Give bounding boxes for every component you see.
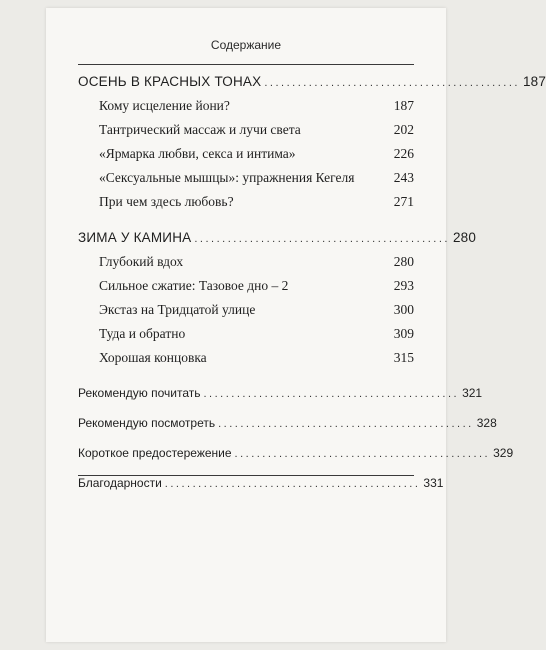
toc-page-number: 226: [393, 146, 414, 161]
toc-page-number: 293: [393, 278, 414, 293]
toc-page-number: 328: [476, 416, 497, 430]
dot-leader: ..............................................: [164, 478, 421, 490]
toc-entry: [78, 166, 414, 190]
top-rule: [78, 64, 414, 65]
toc-page-number: 280: [452, 230, 477, 245]
toc-page-number: 243: [393, 170, 414, 185]
toc-entry-title: Короткое предостережение: [78, 446, 232, 460]
toc-page-number: 271: [393, 194, 414, 209]
toc-entry-title: Сильное сжатие: Тазовое дно – 2: [99, 278, 289, 293]
dot-leader: ..............................................: [203, 388, 460, 400]
toc-entry-title: Благодарности: [78, 476, 162, 490]
toc-part-autumn: [78, 70, 546, 94]
bottom-rule: [78, 475, 414, 476]
toc-entry: [78, 250, 414, 274]
toc-page-number: 309: [393, 326, 414, 341]
toc-entry: [78, 322, 414, 346]
toc-back-matter-entry: [78, 411, 497, 435]
book-page: [46, 8, 546, 642]
running-head: Содержание: [210, 38, 282, 52]
toc-entry: [78, 346, 414, 370]
toc-entry: [78, 94, 414, 118]
toc-entry-title: Кому исцеление йони?: [99, 98, 230, 113]
toc-entry-title: Тантрический массаж и лучи света: [99, 122, 301, 137]
table-of-contents: [78, 70, 546, 495]
toc-entry-title: Рекомендую почитать: [78, 386, 201, 400]
toc-page-number: 315: [393, 350, 414, 365]
toc-entry-title: «Ярмарка любви, секса и интима»: [99, 146, 296, 161]
toc-part-title: ОСЕНЬ В КРАСНЫХ ТОНАХ: [78, 74, 262, 89]
toc-part-title: ЗИМА У КАМИНА: [78, 230, 192, 245]
toc-entry-title: Хорошая концовка: [99, 350, 207, 365]
toc-entry-title: «Сексуальные мышцы»: упражнения Кегеля: [99, 170, 355, 185]
toc-page-number: 187: [393, 98, 414, 113]
toc-back-matter-entry: [78, 381, 483, 405]
toc-part-winter: [78, 226, 477, 250]
toc-page-number: 187: [522, 74, 546, 89]
toc-page-number: 331: [423, 476, 444, 490]
toc-entry-title: Экстаз на Тридцатой улице: [99, 302, 256, 317]
toc-entry-title: Глубокий вдох: [99, 254, 184, 269]
dot-leader: ..............................................: [218, 418, 474, 430]
toc-entry-title: Туда и обратно: [99, 326, 186, 341]
toc-back-matter-entry: [78, 441, 514, 465]
toc-page-number: 300: [393, 302, 414, 317]
toc-entry: [78, 274, 414, 298]
toc-entry: [78, 298, 414, 322]
toc-entry: [78, 190, 414, 214]
toc-page-number: 280: [393, 254, 414, 269]
toc-entry-title: Рекомендую посмотреть: [78, 416, 216, 430]
toc-page-number: 329: [493, 446, 514, 460]
toc-page-number: 202: [393, 122, 414, 137]
toc-page-number: 321: [462, 386, 483, 400]
toc-entry-title: При чем здесь любовь?: [99, 194, 234, 209]
toc-entry: [78, 142, 414, 166]
dot-leader: ..............................................: [194, 233, 450, 245]
dot-leader: ..............................................: [264, 77, 520, 89]
toc-entry: [78, 118, 414, 142]
dot-leader: ..............................................: [234, 448, 491, 460]
